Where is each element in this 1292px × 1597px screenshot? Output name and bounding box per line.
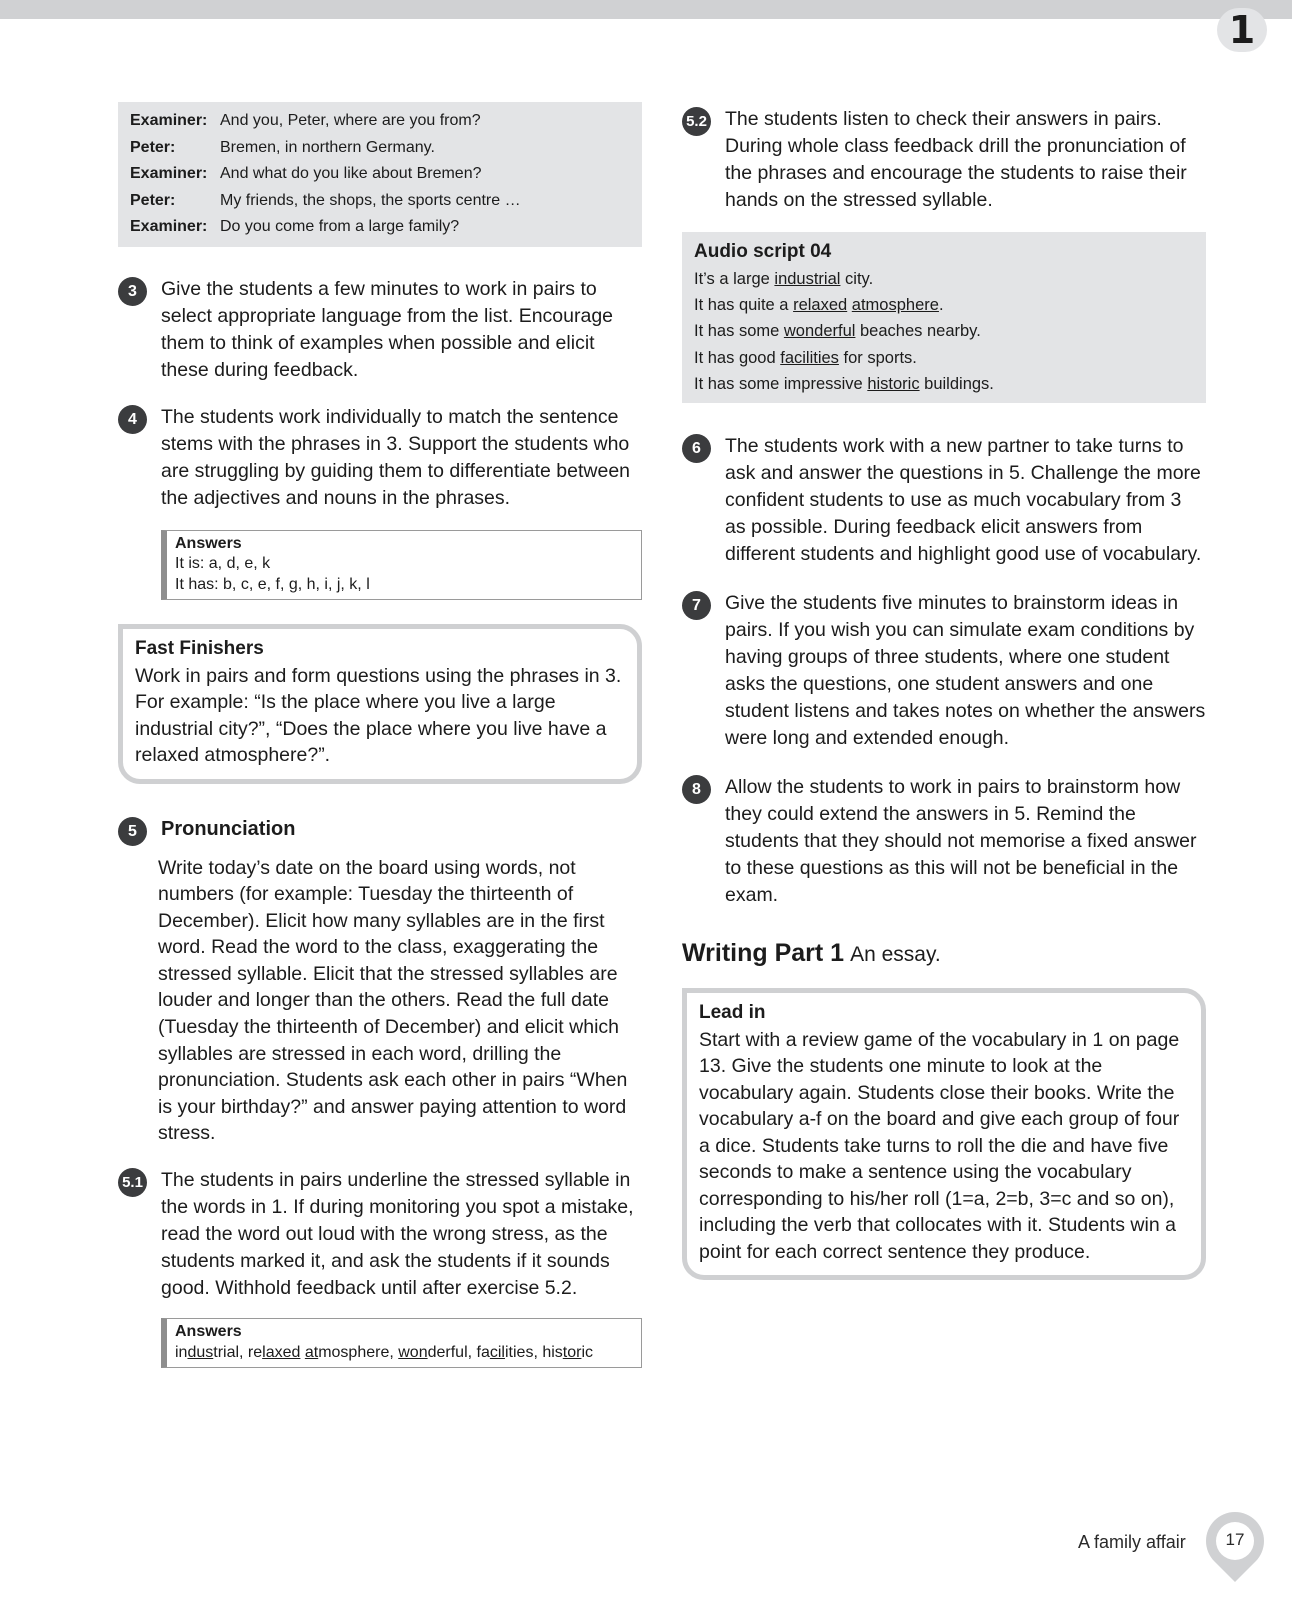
writing-subtitle: An essay.	[850, 943, 941, 967]
stressed-word: atmosphere	[851, 296, 939, 315]
script-text: city.	[840, 270, 874, 288]
lead-in-heading: Lead in	[699, 1002, 766, 1024]
speaker: Peter:	[130, 191, 176, 209]
script-text: It has some impressive	[694, 374, 868, 393]
answer-segment: ic	[581, 1343, 594, 1361]
dialogue-row	[130, 188, 521, 215]
step-4	[118, 404, 642, 512]
step-text: Give the students a few minutes to work in pairs to select appropriate language from the list. Encourage them to think of examples when possible and elicit these during feedback.	[161, 277, 614, 381]
script-text: It has some	[694, 322, 784, 341]
stressed-word: relaxed	[793, 296, 848, 315]
step-5-2	[682, 106, 1206, 214]
step-number-badge: 5.1	[118, 1168, 147, 1197]
step-text: Allow the students to work in pairs to brainstorm how they could extend the answers in 5. Remind the students that they should not memorise a fixed answer to these questions as this will not be beneficial in the exam.	[725, 776, 1197, 907]
speaker: Examiner:	[130, 112, 208, 130]
step-number-badge: 5	[118, 817, 147, 846]
stressed-syllable: laxed	[262, 1343, 301, 1361]
step-number-badge: 6	[682, 434, 711, 463]
dialogue-row	[130, 135, 521, 162]
answers-line	[175, 1343, 633, 1364]
page-number: 17	[1225, 1530, 1245, 1549]
writing-title: Writing Part 1	[682, 939, 845, 968]
step-text: The students listen to check their answers in pairs. During whole class feedback drill the pronunciation of the phrases and encourage the students to raise their hands on the stressed syllable.	[725, 108, 1187, 211]
pronunciation-text: Write today’s date on the board using words, not numbers (for example: Tuesday the thirteenth of December). Elicit how many syllables are in the first word. Read the word to the class, exaggerating the stressed syllable. Elicit that the stressed syllables are louder and longer than the others. Read the full date (Tuesday the thirteenth of December) and elicit which syllables are stressed in each word, drilling the pronunciation. Students ask each other in pairs “When is your birthday?” and answer paying attention to word stress.	[158, 856, 628, 1145]
audio-script-box	[682, 232, 1206, 403]
dialogue-line: My friends, the shops, the sports centre …	[220, 191, 521, 209]
stressed-syllable: cil	[489, 1343, 505, 1361]
step-5	[118, 816, 642, 843]
step-number-badge: 8	[682, 775, 711, 804]
audio-script-heading: Audio script 04	[694, 241, 832, 262]
dialogue-line: And you, Peter, where are you from?	[220, 112, 481, 130]
speaker: Peter:	[130, 138, 176, 156]
audio-script-line	[694, 318, 1194, 344]
answers-box-5-1	[161, 1318, 642, 1368]
dialogue-line: Do you come from a large family?	[220, 218, 460, 236]
step-text: Give the students five minutes to brainstorm ideas in pairs. If you wish you can simulate exam conditions by having groups of three students, where one student asks the questions, one student answers and one student listens and takes notes on whether the answers were long and extended enough.	[725, 592, 1206, 750]
dialogue-row	[130, 161, 521, 188]
right-column	[682, 106, 1206, 1280]
step-text: The students in pairs underline the stressed syllable in the words in 1. If during monitoring you spot a mistake, read the word out loud with the wrong stress, as the students marked it, and ask the students if it sounds good. Withhold feedback until after exercise 5.2.	[161, 1169, 634, 1300]
fast-finishers-text: Work in pairs and form questions using the phrases in 3. For example: “Is the place where you live a large industrial city?”, “Does the place where you live have a relaxed atmosphere?”.	[135, 664, 622, 766]
dialogue-box	[118, 102, 642, 247]
lead-in-box	[682, 988, 1206, 1280]
dialogue-line: Bremen, in northern Germany.	[220, 138, 435, 156]
step-number-badge: 5.2	[682, 107, 711, 136]
answers-heading: Answers	[175, 1323, 242, 1341]
answers-box-4	[161, 530, 642, 601]
pronunciation-heading: Pronunciation	[161, 817, 296, 840]
stressed-word: industrial	[774, 270, 841, 288]
unit-number-tab: 1	[1217, 8, 1267, 52]
answer-segment: in	[175, 1343, 188, 1361]
stressed-syllable: won	[398, 1343, 428, 1361]
fast-finishers-box	[118, 624, 642, 784]
script-text: It has quite a	[694, 296, 794, 315]
writing-heading	[682, 939, 1206, 968]
audio-script-line	[694, 292, 1194, 318]
script-text: It’s a large	[694, 270, 775, 288]
audio-script-line	[694, 345, 1194, 371]
audio-script-line	[694, 371, 1194, 397]
speaker: Examiner:	[130, 165, 208, 183]
speaker: Examiner:	[130, 218, 208, 236]
step-8	[682, 774, 1206, 909]
script-text: beaches nearby.	[855, 322, 981, 341]
stressed-syllable: at	[304, 1343, 319, 1361]
fast-finishers-heading: Fast Finishers	[135, 638, 264, 659]
stressed-word: historic	[867, 374, 920, 393]
answer-segment: derful, fa	[427, 1343, 490, 1361]
step-number-badge: 7	[682, 591, 711, 620]
dialogue-line: And what do you like about Bremen?	[220, 165, 482, 183]
dialogue-table	[130, 108, 521, 241]
script-text: for sports.	[838, 348, 917, 367]
stressed-word: wonderful	[783, 322, 856, 341]
step-7	[682, 590, 1206, 752]
answer-segment: ities, his	[504, 1343, 563, 1361]
top-bar	[0, 0, 1292, 19]
audio-script-line	[694, 266, 1194, 292]
dialogue-row	[130, 214, 521, 241]
script-text: .	[938, 296, 944, 315]
stressed-syllable: dus	[187, 1343, 214, 1361]
step-number-badge: 3	[118, 277, 147, 306]
stressed-word: facilities	[780, 348, 839, 367]
footer-unit-title: A family affair	[1078, 1532, 1186, 1552]
answers-line: It has: b, c, e, f, g, h, i, j, k, l	[175, 575, 370, 593]
left-column	[118, 102, 642, 1368]
answer-segment: mosphere,	[318, 1343, 399, 1361]
step-6	[682, 433, 1206, 568]
answer-segment: trial, re	[213, 1343, 263, 1361]
step-5-1	[118, 1167, 642, 1302]
dialogue-row	[130, 108, 521, 135]
script-text: buildings.	[919, 374, 994, 393]
step-3	[118, 276, 642, 384]
step-text: The students work individually to match the sentence stems with the phrases in 3. Support the students who are struggling by guiding them to differentiate between the adjectives and nouns in the phrases.	[161, 405, 631, 509]
answers-line: It is: a, d, e, k	[175, 555, 271, 572]
lead-in-text: Start with a review game of the vocabulary in 1 on page 13. Give the students one minute to look at the vocabulary again. Students close their books. Write the vocabulary a-f on the board and give each group of four a dice. Students take turns to roll the die and have five seconds to make a sentence using the vocabulary corresponding to his/her roll (1=a, 2=b, 3=c and so on), including the verb that collocates with it. Students win a point for each correct sentence they produce.	[699, 1028, 1180, 1263]
answers-heading: Answers	[175, 534, 242, 552]
script-text: It has good	[694, 348, 781, 367]
step-number-badge: 4	[118, 405, 147, 434]
stressed-syllable: tor	[562, 1343, 582, 1361]
step-text: The students work with a new partner to take turns to ask and answer the questions in 5. Challenge the more confident students to use as much vocabulary from 3 as possible. During feedback elicit answers from different students and highlight good use of vocabulary.	[725, 435, 1202, 566]
